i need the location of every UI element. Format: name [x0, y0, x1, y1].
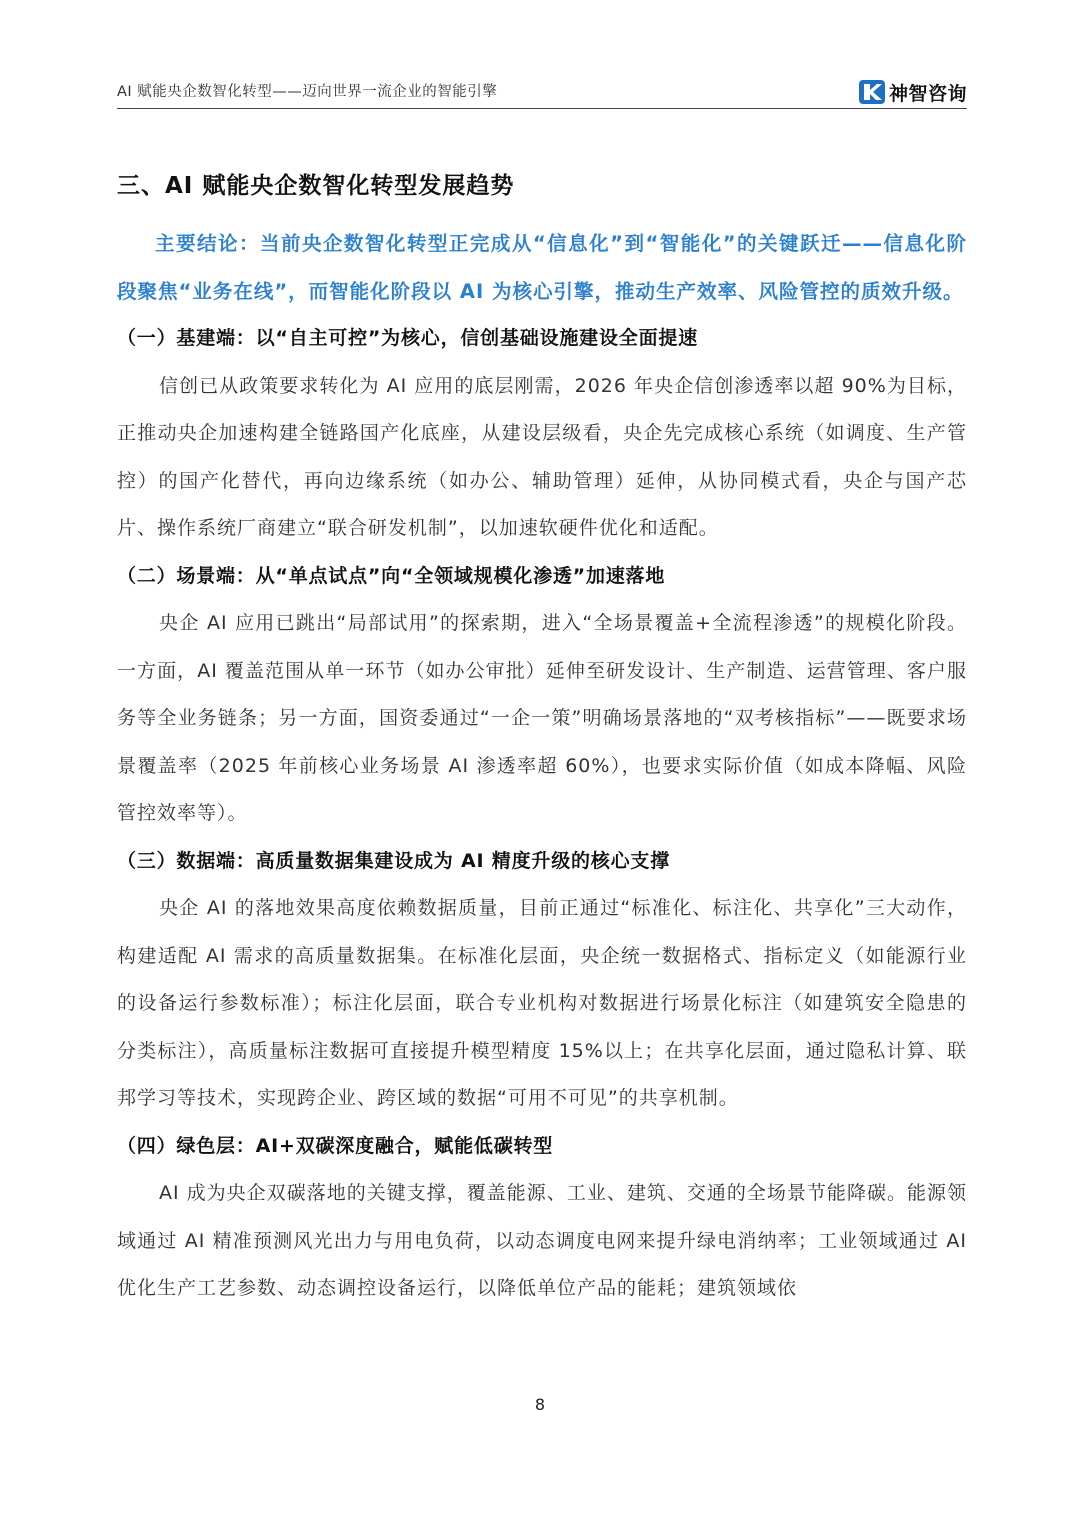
subsection-heading: （四）绿色层：AI+双碳深度融合，赋能低碳转型: [117, 1134, 554, 1157]
paragraph: 央企 AI 应用已跳出“局部试用”的探索期，进入“全场景覆盖+全流程渗透”的规模化阶段。一方面，AI 覆盖范围从单一环节（如办公审批）延伸至研发设计、生产制造、运营管理、客户服务等全业务链条；另一方面，国资委通过“一企一策”明确场景落地的“双考核指标”——既要求场景覆盖率（2025 年前核心业务场景 AI 渗透率超 60%），也要求实际价值（如成本降幅、风险管控效率等）。: [117, 612, 967, 824]
paragraph: 央企 AI 的落地效果高度依赖数据质量，目前正通过“标准化、标注化、共享化”三大动作，构建适配 AI 需求的高质量数据集。在标准化层面，央企统一数据格式、指标定义（如能源行业的设备运行参数标准）；标注化层面，联合专业机构对数据进行场景化标注（如建筑安全隐患的分类标注），高质量标注数据可直接提升模型精度 15%以上；在共享化层面，通过隐私计算、联邦学习等技术，实现跨企业、跨区域的数据“可用不可见”的共享机制。: [117, 897, 967, 1109]
page-number: 8: [534, 1395, 546, 1414]
main-conclusion: 主要结论：当前央企数智化转型正完成从“信息化”到“智能化”的关键跃迁——信息化阶段聚焦“业务在线”，而智能化阶段以 AI 为核心引擎，推动生产效率、风险管控的质效升级。: [117, 232, 967, 303]
subsection-heading: （二）场景端：从“单点试点”向“全领域规模化渗透”加速落地: [117, 564, 666, 587]
page-content: [117, 168, 967, 1313]
company-logo: [859, 78, 967, 106]
header-title: AI 赋能央企数智化转型——迈向世界一流企业的智能引擎: [117, 84, 498, 100]
page-header: [117, 72, 967, 109]
paragraph: AI 成为央企双碳落地的关键支撑，覆盖能源、工业、建筑、交通的全场景节能降碳。能源领域通过 AI 精准预测风光出力与用电负荷，以动态调度电网来提升绿电消纳率；工业领域通过 AI 优化生产工艺参数、动态调控设备运行，以降低单位产品的能耗；建筑领域依: [117, 1182, 967, 1299]
subsection-heading: （一）基建端：以“自主可控”为核心，信创基础设施建设全面提速: [117, 327, 698, 349]
section-title: 三、AI 赋能央企数智化转型发展趋势: [117, 173, 515, 199]
logo-text: 神智咨询: [888, 82, 967, 105]
paragraph: 信创已从政策要求转化为 AI 应用的底层刚需，2026 年央企信创渗透率以超 90%为目标，正推动央企加速构建全链路国产化底座，从建设层级看，央企先完成核心系统（如调度、生产管控）的国产化替代，再向边缘系统（如办公、辅助管理）延伸，从协同模式看，央企与国产芯片、操作系统厂商建立“联合研发机制”，以加速软硬件优化和适配。: [117, 374, 967, 539]
subsection-heading: （三）数据端：高质量数据集建设成为 AI 精度升级的核心支撑: [117, 849, 671, 872]
logo-icon: [859, 80, 885, 104]
